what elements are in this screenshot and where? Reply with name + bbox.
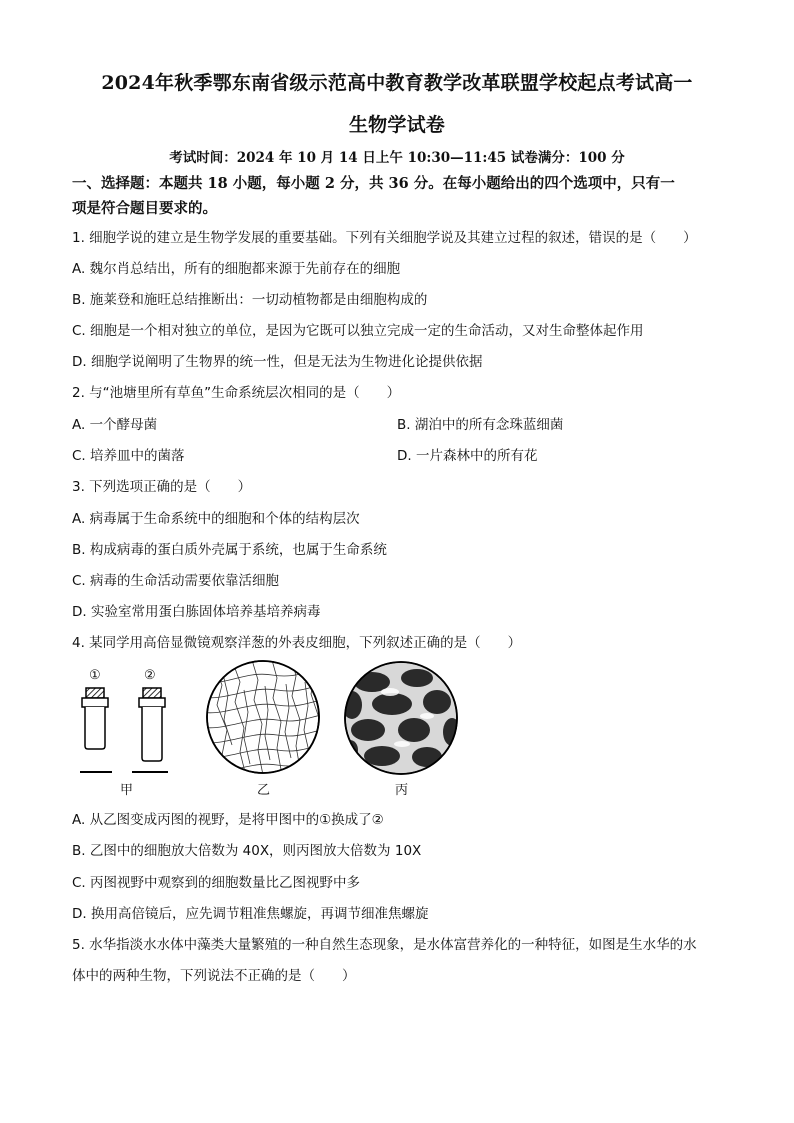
exam-info: 考试时间：2024 年 10 月 14 日上午 10:30—11:45 试卷满分：100 分 bbox=[169, 150, 625, 166]
lens-1-label: ① bbox=[89, 668, 101, 683]
question-3-option-b: B. 构成病毒的蛋白质外壳属于系统，也属于生命系统 bbox=[72, 542, 387, 558]
question-3-option-c: C. 病毒的生命活动需要依靠活细胞 bbox=[72, 573, 280, 589]
question-2-option-a: A. 一个酵母菌 bbox=[72, 417, 158, 433]
objective-lens-1 bbox=[80, 688, 112, 772]
exam-title-line2: 生物学试卷 bbox=[348, 114, 445, 136]
question-2-stem: 2. 与“池塘里所有草鱼”生命系统层次相同的是（ ） bbox=[72, 385, 401, 401]
question-1-option-a: A. 魏尔肖总结出，所有的细胞都来源于先前存在的细胞 bbox=[72, 261, 401, 277]
caption-bing: 丙 bbox=[395, 783, 409, 798]
question-1-option-c: C. 细胞是一个相对独立的单位，是因为它既可以独立完成一定的生命活动，又对生命整体起作用 bbox=[72, 323, 644, 339]
microscope-figure bbox=[72, 660, 472, 800]
question-1-option-d: D. 细胞学说阐明了生物界的统一性，但是无法为生物进化论提供依据 bbox=[72, 354, 483, 370]
lens-2-label: ② bbox=[144, 668, 156, 683]
question-3-option-a: A. 病毒属于生命系统中的细胞和个体的结构层次 bbox=[72, 511, 360, 527]
section-heading-line2: 项是符合题目要求的。 bbox=[72, 200, 217, 217]
question-1-stem: 1. 细胞学说的建立是生物学发展的重要基础。下列有关细胞学说及其建立过程的叙述，错误的是（ ） bbox=[72, 230, 697, 246]
high-power-field-view bbox=[342, 662, 461, 774]
question-1-option-b: B. 施莱登和施旺总结推断出：一切动植物都是由细胞构成的 bbox=[72, 292, 428, 308]
question-4-option-c: C. 丙图视野中观察到的细胞数量比乙图视野中多 bbox=[72, 875, 361, 891]
question-4-option-a: A. 从乙图变成丙图的视野，是将甲图中的①换成了② bbox=[72, 812, 384, 828]
question-3-option-d: D. 实验室常用蛋白胨固体培养基培养病毒 bbox=[72, 604, 321, 620]
question-2-option-d: D. 一片森林中的所有花 bbox=[397, 448, 538, 464]
low-power-field-view bbox=[192, 660, 342, 780]
question-5-stem-line1: 5. 水华指淡水水体中藻类大量繁殖的一种自然生态现象，是水体富营养化的一种特征，如图是生水华的水 bbox=[72, 937, 697, 953]
section-heading-line1: 一、选择题：本题共 18 小题，每小题 2 分，共 36 分。在每小题给出的四个选项中，只有一 bbox=[72, 175, 675, 192]
objective-lens-2 bbox=[132, 688, 168, 772]
question-2-option-b: B. 湖泊中的所有念珠蓝细菌 bbox=[397, 417, 564, 433]
question-3-stem: 3. 下列选项正确的是（ ） bbox=[72, 479, 252, 495]
question-5-stem-line2: 体中的两种生物，下列说法不正确的是（ ） bbox=[72, 968, 356, 984]
question-2-option-c: C. 培养皿中的菌落 bbox=[72, 448, 185, 464]
caption-jia: 甲 bbox=[120, 783, 134, 798]
question-4-option-b: B. 乙图中的细胞放大倍数为 40X，则丙图放大倍数为 10X bbox=[72, 843, 422, 859]
caption-yi: 乙 bbox=[257, 783, 271, 798]
question-4-option-d: D. 换用高倍镜后，应先调节粗准焦螺旋，再调节细准焦螺旋 bbox=[72, 906, 429, 922]
exam-title-line1: 2024年秋季鄂东南省级示范高中教育教学改革联盟学校起点考试高一 bbox=[101, 72, 693, 94]
question-4-stem: 4. 某同学用高倍显微镜观察洋葱的外表皮细胞，下列叙述正确的是（ ） bbox=[72, 635, 522, 651]
